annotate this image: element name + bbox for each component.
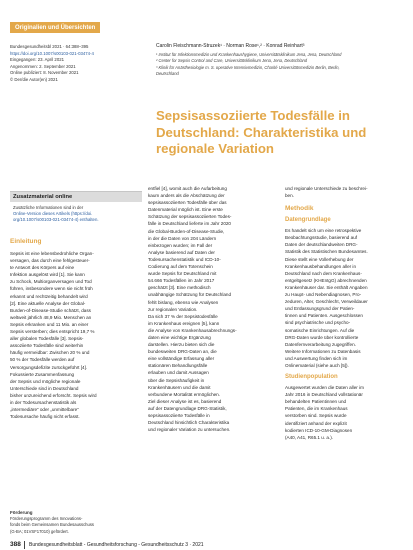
affiliation-3: ³ Klinik für Anästhesiologie m. S. operative Intensivmedizin, Charité Universitätsmedizin Berlin, Berlin, bbox=[156, 64, 340, 70]
text-line: und regionaler Variation zu untersuchen. bbox=[148, 427, 231, 433]
meta-copyright: © Der/die Autor(en) 2021 bbox=[10, 76, 58, 82]
text-line: entfiel [4], womit auch die Aufarbeitung bbox=[148, 186, 227, 191]
meta-accepted: Angenommen: 2. September 2021 bbox=[10, 63, 76, 69]
text-line: fälle in Deutschland lieferte im Jahr 2020 bbox=[148, 221, 231, 227]
text-line: tinnen und Patienten. Ausgeschlossen bbox=[285, 313, 363, 319]
affiliation-1: ¹ Institut für Infektionsmedizin und Krankenhaushygiene, Universitätsklinikum Jena, Jena, Deutschland bbox=[156, 52, 342, 57]
text-line: verstorben sind. Sepsis wurde bbox=[285, 413, 347, 419]
meta-journal-line: Bundesgesundheitsbl 2021 · 64:388–395 bbox=[10, 44, 89, 49]
text-line: stationären Behandlungsfälle bbox=[148, 363, 208, 369]
supplement-body bbox=[10, 202, 142, 227]
text-line: zu Haupt- und Nebendiagnosen, Pro- bbox=[285, 292, 362, 298]
text-line: Jahr 2016 in Deutschland vollstationär bbox=[285, 392, 363, 398]
text-line: Infektion ausgelöst wird [1]. Sie kann bbox=[10, 272, 85, 278]
paragraph-background bbox=[148, 185, 272, 433]
text-line: Patienten, die im Krankenhaus bbox=[285, 406, 348, 412]
text-line: in der Todesursachenstatistik als bbox=[10, 399, 77, 405]
affiliation-2: ² Center for Sepsis Control and Care, Universitätsklinikum Jena, Jena, Deutschland bbox=[156, 58, 308, 64]
text-line: sepsisassoziierte Todesfälle in bbox=[148, 413, 210, 418]
paragraph-data-basis bbox=[285, 227, 405, 369]
affiliation-list bbox=[156, 52, 406, 78]
footnote-line: fonds beim Gemeinsamen Bundesausschuss bbox=[10, 522, 95, 528]
footnote-line: Förderungsprogramm des Innovations- bbox=[10, 516, 83, 522]
text-line: und Auswertung finden sich im bbox=[285, 355, 348, 361]
text-line: führen, insbesondere wenn sie nicht früh bbox=[10, 286, 93, 292]
text-line: te Antwort des Körpers auf eine bbox=[10, 265, 75, 271]
affiliation-3-cont: Deutschland bbox=[156, 71, 179, 77]
text-line: Datenmaterial möglich ist. Eine erste bbox=[148, 207, 223, 213]
paragraph-study-population bbox=[285, 384, 405, 441]
text-line: versagen, das durch eine fehlgesteuer- bbox=[10, 258, 90, 264]
title-line-1: Sepsisassoziierte Todesfälle in bbox=[156, 108, 350, 123]
text-line: einbezogen wurden; im Fall der bbox=[148, 242, 213, 248]
text-line: Todesursache häufig nicht erfasst. bbox=[10, 414, 80, 420]
text-line: in der die Daten von 204 Ländern bbox=[148, 235, 217, 241]
column-left bbox=[10, 238, 142, 420]
text-line: bundesweiten DRG-Daten an, die bbox=[148, 349, 217, 355]
text-line: daten eine wichtige Ergänzung bbox=[148, 334, 211, 340]
text-line: der Sepsis und mögliche regionale bbox=[10, 378, 81, 384]
text-line: zur regionalen Variation. bbox=[148, 306, 198, 312]
text-line: unabhängige Schätzung für Deutschland bbox=[148, 292, 232, 298]
text-line: behandelten Patientinnen und bbox=[285, 399, 347, 405]
text-line: die Analyse von Krankenhausabrechnungs- bbox=[148, 327, 237, 333]
text-line: Sepsis erkranken und 11 Mio. an einer bbox=[10, 321, 89, 327]
text-line: verbundene Mortalität ermöglichen. bbox=[148, 391, 221, 397]
text-line: zeduren, Alter, Geschlecht, Verweildauer bbox=[285, 299, 368, 305]
text-line: aller globalen Todesfälle [3]. Sepsis- bbox=[10, 336, 84, 342]
text-line: wurde Sepsis für Deutschland mit bbox=[148, 271, 217, 277]
text-line: Es handelt sich um eine retrospektive bbox=[285, 228, 362, 234]
text-line: ben. bbox=[285, 193, 294, 199]
text-line: Datenfernverarbeitung zugegriffen. bbox=[285, 341, 356, 347]
text-line: 50 % der Todesfälle werden auf bbox=[10, 357, 75, 363]
section-tag: Originalien und Übersichten bbox=[10, 22, 100, 33]
text-line: Beobachtungsstudie, basierend auf bbox=[285, 235, 358, 241]
text-line: Krankenhausbehandlungen aller in bbox=[285, 263, 357, 269]
text-line: Burden-of-Disease-Studie schätzt, dass bbox=[10, 307, 91, 313]
page-footer bbox=[0, 540, 413, 550]
title-line-3: regionale Variation bbox=[156, 141, 274, 156]
text-line: Fokussierte Zusammenfassung bbox=[10, 371, 75, 377]
text-line: darstellen. Hierzu bieten sich die bbox=[148, 342, 215, 348]
footnote-line: (G-BA; 01VSF17010) gefördert. bbox=[10, 528, 69, 534]
text-line: Analyse basierend auf Daten der bbox=[148, 249, 215, 255]
text-line: Sepsis ist eine lebensbedrohliche Organ- bbox=[10, 251, 94, 256]
text-line: Schätzung der sepsisassoziierten Todes- bbox=[148, 214, 232, 220]
text-line: häufig vermeidbar: Zwischen 20 % und bbox=[10, 350, 90, 356]
text-line: Todesursachenstatistik und ICD-10- bbox=[148, 256, 221, 262]
text-line: Daten der deutschlandweiten DRG- bbox=[285, 242, 358, 248]
text-line: Krankenhäusern und die damit bbox=[148, 384, 211, 390]
page-number: 388 bbox=[10, 541, 21, 548]
column-middle bbox=[148, 185, 272, 433]
section-heading-einleitung: Einleitung bbox=[10, 238, 42, 245]
text-line: DRG-Daten wurde über kontrollierte bbox=[285, 334, 359, 340]
text-line: assoziierte Todesfälle sind weiterhin bbox=[10, 343, 84, 349]
text-line: Ausgewertet wurden die Daten aller im bbox=[285, 385, 364, 391]
text-line: Versorgungsdefizite zurückgeführt [4]. bbox=[10, 364, 88, 370]
meta-received: Eingegangen: 23. April 2021 bbox=[10, 57, 64, 62]
text-line: Deutschland hinsichtlich Charakteristika bbox=[148, 420, 230, 426]
text-line: „intermediäre“ oder „unmittelbare“ bbox=[10, 407, 79, 413]
author-list: Carolin Fleischmann-Struzek¹ · Norman Rose¹,² · Konrad Reinhart³ bbox=[156, 43, 305, 49]
text-line: kodierten ICD-10-GM-Diagnosen bbox=[285, 427, 353, 433]
text-line: fehlt bislang, ebenso wie Analysen bbox=[148, 299, 219, 305]
text-line: identifiziert anhand der explizit bbox=[285, 420, 347, 426]
text-line: somatische Einrichtungen. Auf die bbox=[285, 327, 355, 333]
supplement-line: Zusätzliche Informationen sind in der bbox=[13, 205, 84, 210]
text-line: kaum anders als die Abschätzung der bbox=[148, 193, 225, 199]
text-line: Diese stellt eine Vollerhebung der bbox=[285, 256, 354, 262]
text-line: die Global-Burden-of-Disease-Studie, bbox=[148, 228, 225, 234]
subheading-datengrundlage: Datengrundlage bbox=[285, 217, 331, 224]
text-line: Deutschland nach dem Krankenhaus- bbox=[285, 270, 362, 276]
text-line: Unterschiede sind in Deutschland bbox=[10, 385, 79, 391]
supplement-link[interactable]: org/10.1007/s00103-021-03474-4) enthalten. bbox=[13, 217, 99, 223]
footer-separator bbox=[24, 541, 25, 549]
footnote-title: Förderung bbox=[10, 510, 33, 515]
title-line-2: Deutschland: Charakteristika und bbox=[156, 124, 367, 140]
article-title bbox=[156, 108, 401, 158]
paragraph-introduction bbox=[10, 250, 142, 420]
article-meta bbox=[10, 44, 148, 83]
supplement-header: Zusatzmaterial online bbox=[10, 192, 142, 202]
text-line: Ziel dieser Analyse ist es, basierend bbox=[148, 398, 222, 404]
text-line: eine vollständige Erfassung aller bbox=[148, 356, 215, 362]
supplement-link[interactable]: Online-Version dieses Artikels (https://doi. bbox=[13, 211, 93, 217]
text-line: Sepsis versterben; dies entspricht 19,7 % bbox=[10, 329, 95, 335]
text-line: bisher unzureichend erforscht. Sepsis wird bbox=[10, 392, 97, 398]
text-line: Onlinematerial (siehe auch [5]). bbox=[285, 362, 349, 368]
text-line: im Krankenhaus ereignen [5], kann bbox=[148, 320, 220, 326]
text-line: sepsisassoziierten Todesfälle über das bbox=[148, 200, 227, 206]
text-line: geschätzt [3]. Eine methodisch bbox=[148, 285, 211, 291]
text-line: entgeltgesetz (KHEntgG) abrechnenden bbox=[285, 277, 367, 283]
text-line: weltweit jährlich 48,9 Mio. Menschen an bbox=[10, 314, 92, 320]
text-line: erkannt und rechtzeitig behandelt wird bbox=[10, 293, 88, 299]
text-line: erlauben und damit Aussagen bbox=[148, 370, 209, 376]
meta-published: Online publiziert: 8. November 2021 bbox=[10, 70, 79, 75]
text-line: und regionale Unterschiede zu beschrei- bbox=[285, 186, 368, 191]
funding-footnote bbox=[10, 510, 142, 535]
column-right bbox=[285, 185, 405, 441]
journal-name: Bundesgesundheitsblatt - Gesundheitsforschung - Gesundheitsschutz 3 · 2021 bbox=[29, 542, 204, 548]
text-line: und Entlassungsgrund der Patien- bbox=[285, 306, 355, 312]
text-line: über die Sepsishäufigkeit in bbox=[148, 377, 205, 383]
text-line: Statistik des Statistischen Bundesamtes. bbox=[285, 249, 368, 255]
text-line: auf der Datengrundlage DRG-Statistik, bbox=[148, 405, 227, 411]
text-line: 54.666 Todesfällen im Jahr 2017 bbox=[148, 278, 215, 284]
subheading-studienpopulation: Studienpopulation bbox=[285, 374, 338, 381]
text-line: Krankenhäuser dar. Sie enthält Angaben bbox=[285, 284, 368, 290]
text-line: Weitere Informationen zu Datenbasis bbox=[285, 348, 361, 354]
text-line: Da sich 37 % der Sepsistodesfälle bbox=[148, 313, 218, 319]
text-line: zu Schock, Multiorganversagen und Tod bbox=[10, 279, 92, 285]
text-line: Codierung auf dem Totenschein bbox=[148, 264, 213, 270]
text-line: (A40, A41, R65.1 u. a.). bbox=[285, 434, 334, 440]
paragraph-aim-end bbox=[285, 185, 405, 199]
section-heading-methodik: Methodik bbox=[285, 205, 314, 213]
text-line: sind psychiatrische und psycho- bbox=[285, 320, 351, 326]
text-line: [2]. Eine aktuelle Analyse der Global- bbox=[10, 300, 86, 306]
meta-doi-link[interactable]: https://doi.org/10.1007/s00103-021-03474-4 bbox=[10, 50, 94, 56]
